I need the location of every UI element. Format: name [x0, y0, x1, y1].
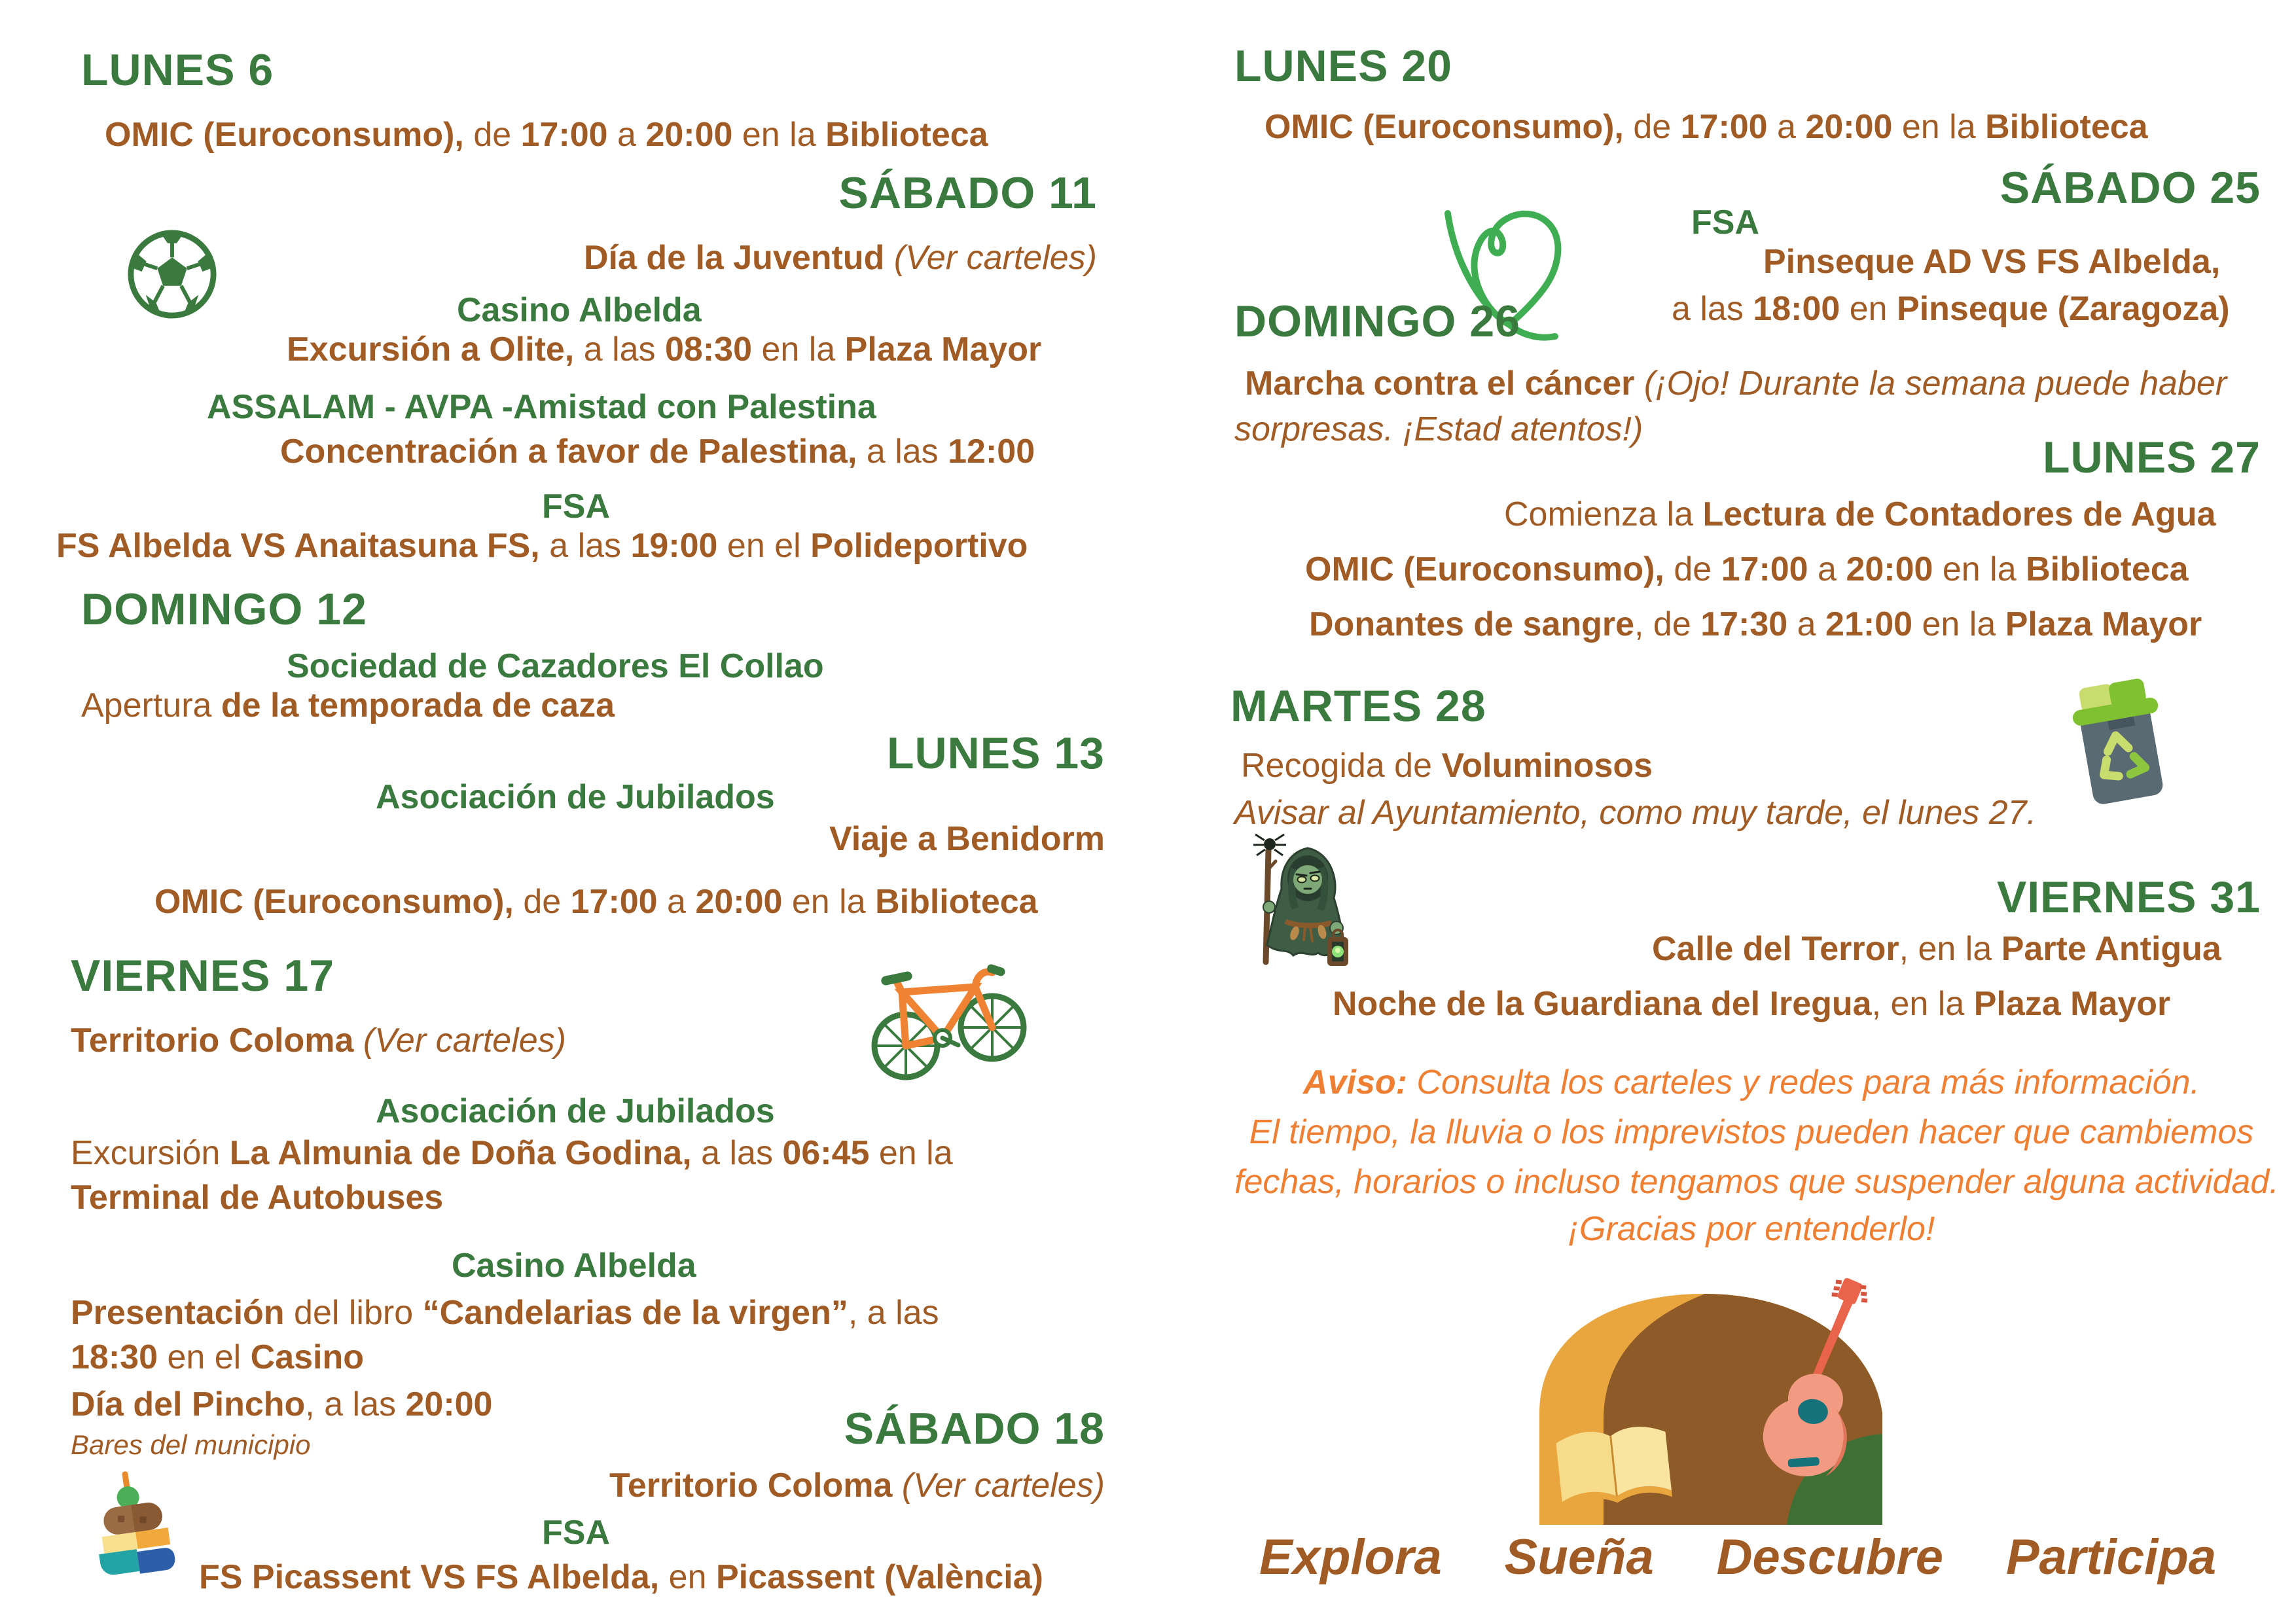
org-assalam: ASSALAM - AVPA -Amistad con Palestina — [207, 388, 876, 426]
event-marcha-cancer-1: Marcha contra el cáncer (¡Ojo! Durante la semana puede haber — [1245, 365, 2227, 402]
event-fs-albelda-anaitasuna: FS Albelda VS Anaitasuna FS, a las 19:00 en el Polideportivo — [56, 527, 1028, 565]
day-heading-sabado-11: SÁBADO 11 — [838, 168, 1097, 218]
aviso-line-4: ¡Gracias por entenderlo! — [1568, 1210, 1935, 1248]
event-omic-lunes20: OMIC (Euroconsumo), de 17:00 a 20:00 en la Biblioteca — [1265, 108, 2148, 146]
event-calle-terror: Calle del Terror, en la Parte Antigua — [1652, 930, 2221, 968]
event-dia-pincho: Día del Pincho, a las 20:00 — [71, 1385, 493, 1423]
event-marcha-cancer-2: sorpresas. ¡Estad atentos!) — [1234, 410, 1643, 448]
event-viaje-benidorm: Viaje a Benidorm — [829, 820, 1105, 858]
day-heading-lunes-6: LUNES 6 — [81, 45, 274, 95]
event-omic-lunes6: OMIC (Euroconsumo), de 17:00 a 20:00 en la Biblioteca — [105, 116, 988, 154]
footer-word-explora: Explora — [1259, 1529, 1442, 1585]
org-fsa-3: FSA — [1691, 204, 1759, 241]
event-pinseque-vs-albelda: Pinseque AD VS FS Albelda, — [1763, 243, 2221, 281]
event-terminal-autobuses: Terminal de Autobuses — [71, 1179, 444, 1217]
event-apertura-caza: Apertura de la temporada de caza — [81, 687, 615, 724]
event-dia-juventud: Día de la Juventud (Ver carteles) — [583, 239, 1097, 277]
day-heading-viernes-31: VIERNES 31 — [1996, 872, 2261, 922]
aviso-line-2: El tiempo, la lluvia o los imprevistos pueden hacer que cambiemos — [1249, 1113, 2254, 1151]
footer-word-descubre: Descubre — [1716, 1529, 1944, 1585]
event-excursion-almunia: Excursión La Almunia de Doña Godina, a las 06:45 en la — [71, 1134, 953, 1172]
event-omic-lunes13: OMIC (Euroconsumo), de 17:00 a 20:00 en la Biblioteca — [154, 883, 1038, 921]
footer-motto — [1259, 1529, 2216, 1586]
event-pinseque-hora: a las 18:00 en Pinseque (Zaragoza) — [1672, 290, 2230, 328]
day-heading-viernes-17: VIERNES 17 — [71, 951, 335, 1001]
footer-word-participa: Participa — [2005, 1529, 2216, 1585]
day-heading-lunes-20: LUNES 20 — [1234, 41, 1452, 91]
event-fs-picassent: FS Picassent VS FS Albelda, en Picassent (València) — [199, 1558, 1043, 1596]
note-avisar-ayuntamiento: Avisar al Ayuntamiento, como muy tarde, el lunes 27. — [1234, 794, 2037, 832]
org-fsa-2: FSA — [542, 1514, 610, 1552]
org-cazadores: Sociedad de Cazadores El Collao — [287, 647, 824, 685]
aviso-line-1: Aviso: Consulta los carteles y redes para más información. — [1303, 1063, 2200, 1101]
culture-arch-illustration — [1499, 1273, 1931, 1525]
event-lectura-contadores: Comienza la Lectura de Contadores de Agua — [1504, 495, 2216, 533]
event-presentacion-libro: Presentación del libro “Candelarias de la virgen”, a las — [71, 1294, 939, 1332]
event-excursion-olite: Excursión a Olite, a las 08:30 en la Plaza Mayor — [287, 330, 1042, 368]
guardiana-witch-icon — [1249, 829, 1365, 978]
bicycle-icon — [867, 962, 1031, 1086]
org-fsa-1: FSA — [542, 488, 610, 526]
event-concentracion-palestina: Concentración a favor de Palestina, a las 12:00 — [280, 433, 1035, 471]
day-heading-domingo-26: DOMINGO 26 — [1234, 296, 1520, 346]
footer-word-suena: Sueña — [1504, 1529, 1654, 1585]
event-territorio-coloma-1: Territorio Coloma (Ver carteles) — [71, 1022, 566, 1060]
day-heading-sabado-25: SÁBADO 25 — [2000, 163, 2261, 213]
event-noche-guardiana: Noche de la Guardiana del Iregua, en la Plaza Mayor — [1333, 985, 2171, 1023]
event-omic-lunes27: OMIC (Euroconsumo), de 17:00 a 20:00 en la Biblioteca — [1305, 550, 2189, 588]
day-heading-lunes-27: LUNES 27 — [2043, 433, 2261, 482]
org-jubilados-1: Asociación de Jubilados — [376, 778, 775, 816]
event-voluminosos: Recogida de Voluminosos — [1241, 747, 1653, 785]
event-donantes-sangre: Donantes de sangre, de 17:30 a 21:00 en la Plaza Mayor — [1309, 605, 2202, 643]
note-bares-municipio: Bares del municipio — [71, 1429, 311, 1460]
day-heading-lunes-13: LUNES 13 — [887, 728, 1105, 778]
day-heading-sabado-18: SÁBADO 18 — [844, 1404, 1105, 1454]
event-territorio-coloma-2: Territorio Coloma (Ver carteles) — [609, 1467, 1105, 1505]
aviso-line-3: fechas, horarios o incluso tengamos que suspender alguna actividad. — [1234, 1163, 2279, 1201]
org-jubilados-2: Asociación de Jubilados — [376, 1092, 775, 1130]
org-casino-albelda-2: Casino Albelda — [452, 1247, 696, 1285]
day-heading-martes-28: MARTES 28 — [1230, 681, 1486, 731]
pincho-skewer-icon — [79, 1469, 183, 1586]
recycle-bin-icon — [2055, 668, 2177, 815]
org-casino-albelda-1: Casino Albelda — [457, 291, 702, 329]
day-heading-domingo-12: DOMINGO 12 — [81, 584, 367, 634]
soccer-ball-icon — [126, 228, 219, 321]
event-presentacion-hora: 18:30 en el Casino — [71, 1338, 365, 1376]
